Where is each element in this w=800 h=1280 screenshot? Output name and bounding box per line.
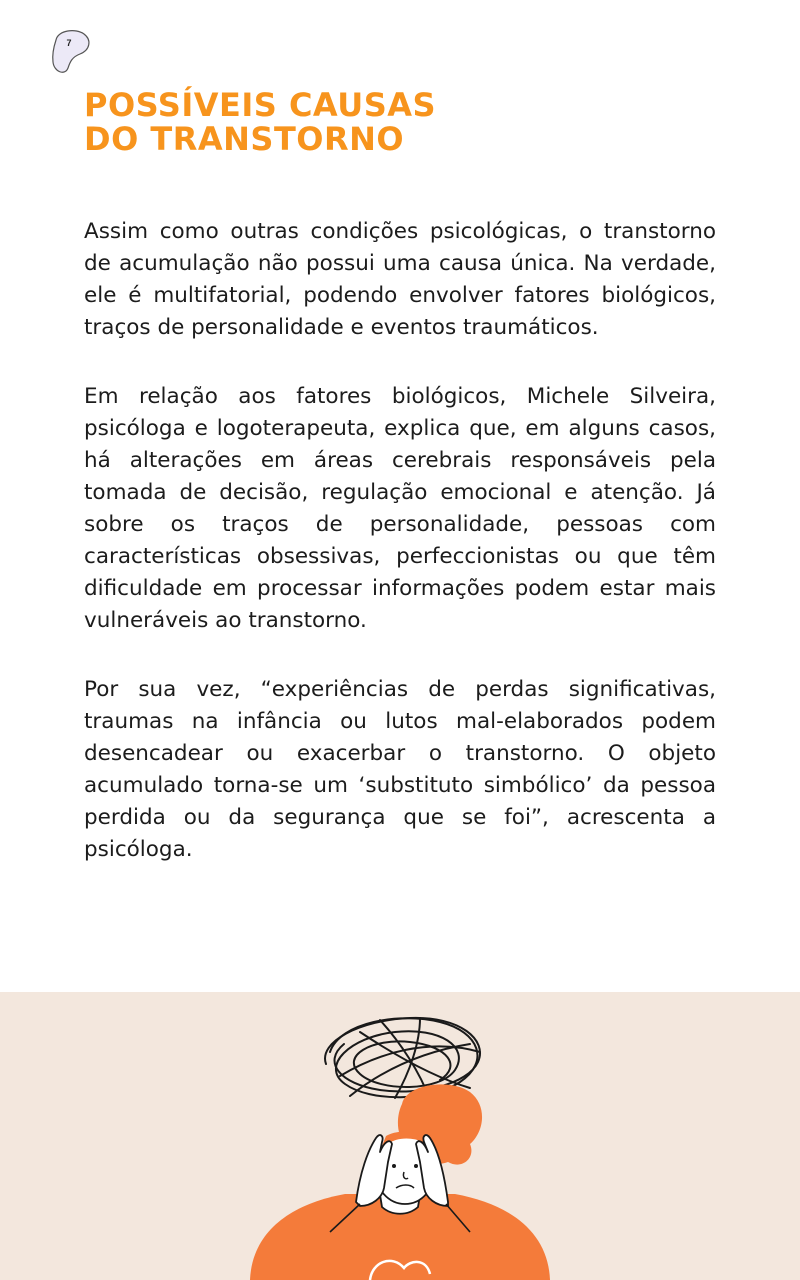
article-body	[84, 216, 716, 903]
page-title	[84, 88, 436, 156]
title-line-1: POSSÍVEIS CAUSAS	[84, 86, 437, 124]
page-badge-shape	[46, 28, 96, 76]
page-number-badge	[46, 28, 96, 76]
illustration-panel	[0, 992, 800, 1280]
paragraph-trauma: Por sua vez, “experiências de perdas significativas, traumas na infância ou lutos mal-elaborados podem desencadear ou exacerbar o transtorno. O objeto acumulado torna-se um ‘substituto simbólico’ da pessoa perdida ou da segurança que se foi”, acrescenta a psicóloga.	[84, 677, 716, 862]
title-line-2: DO TRANSTORNO	[84, 120, 405, 158]
paragraph-biological: Em relação aos fatores biológicos, Michele Silveira, psicóloga e logoterapeuta, explica que, em alguns casos, há alterações em áreas cerebrais responsáveis pela tomada de decisão, regulação emocional e atenção. Já sobre os traços de personalidade, pessoas com características obsessivas, perfeccionistas ou que têm dificuldade em processar informações podem estar mais vulneráveis ao transtorno.	[84, 384, 716, 633]
stressed-person-illustration	[0, 992, 800, 1280]
page-number: 7	[66, 38, 72, 48]
paragraph-intro: Assim como outras condições psicológicas, o transtorno de acumulação não possui uma causa única. Na verdade, ele é multifatorial, podendo envolver fatores biológicos, traços de personalidade e eventos traumáticos.	[84, 219, 716, 340]
